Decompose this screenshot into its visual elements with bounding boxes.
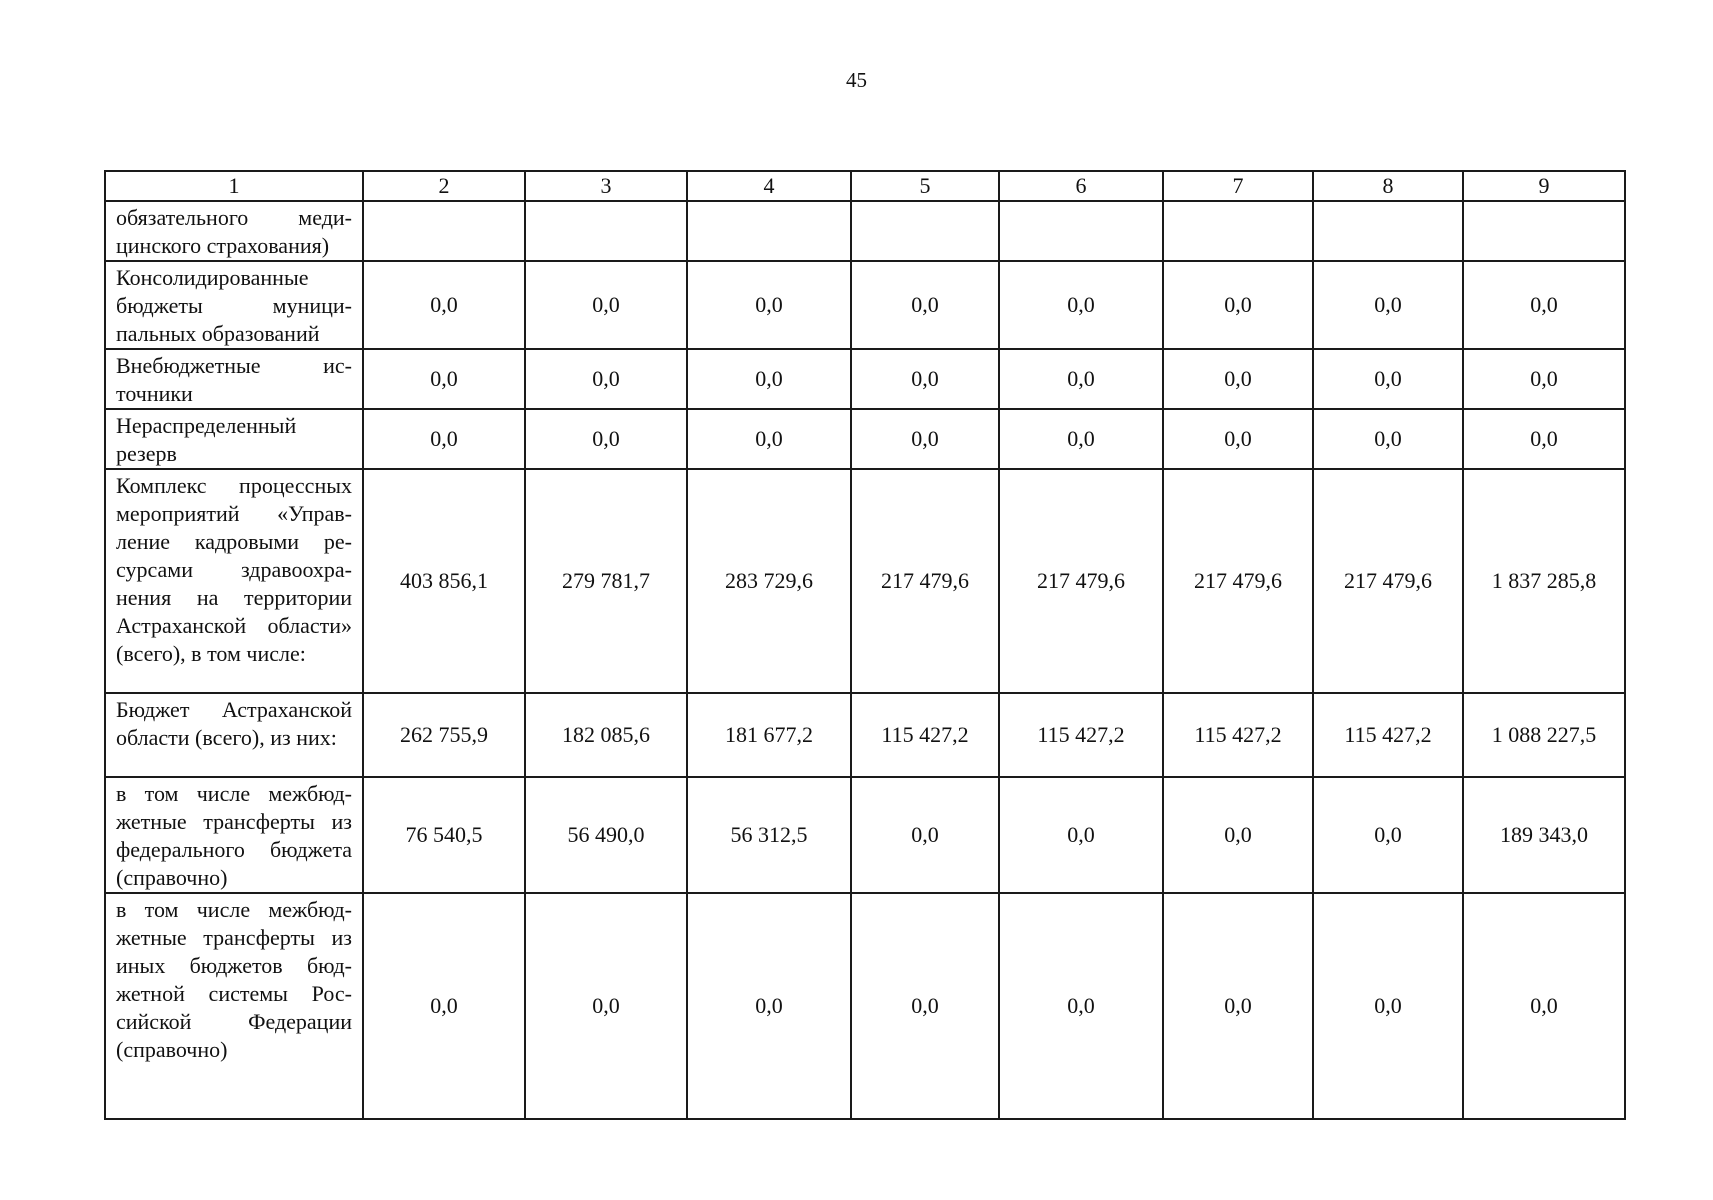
value-cell: 0,0 (363, 409, 525, 469)
column-number: 8 (1313, 171, 1463, 201)
value-cell: 0,0 (1313, 409, 1463, 469)
value-cell: 0,0 (999, 349, 1163, 409)
value-cell: 56 312,5 (687, 777, 851, 893)
column-number: 5 (851, 171, 999, 201)
column-number: 2 (363, 171, 525, 201)
value-cell: 189 343,0 (1463, 777, 1625, 893)
value-cell: 217 479,6 (999, 469, 1163, 693)
column-number: 6 (999, 171, 1163, 201)
value-cell: 0,0 (1463, 893, 1625, 1119)
value-cell: 0,0 (1163, 261, 1313, 349)
value-cell (363, 201, 525, 261)
value-cell: 0,0 (999, 893, 1163, 1119)
value-cell: 0,0 (851, 261, 999, 349)
value-cell: 0,0 (1463, 261, 1625, 349)
value-cell: 0,0 (851, 893, 999, 1119)
value-cell: 0,0 (1313, 893, 1463, 1119)
row-label: Внебюджетные источники (105, 349, 363, 409)
column-number: 4 (687, 171, 851, 201)
value-cell (1313, 201, 1463, 261)
value-cell: 0,0 (1313, 261, 1463, 349)
row-label: Комплекс процессных мероприятий «Управление кадровыми ресурсами здравоохранения на территории Астраханской области» (всего), в том числе: (105, 469, 363, 693)
value-cell: 0,0 (851, 409, 999, 469)
value-cell (525, 201, 687, 261)
value-cell: 0,0 (525, 893, 687, 1119)
value-cell (999, 201, 1163, 261)
value-cell: 0,0 (687, 409, 851, 469)
value-cell (1463, 201, 1625, 261)
value-cell: 0,0 (999, 261, 1163, 349)
row-label: Бюджет Астраханской области (всего), из них: (105, 693, 363, 777)
value-cell: 115 427,2 (851, 693, 999, 777)
value-cell: 1 837 285,8 (1463, 469, 1625, 693)
value-cell: 56 490,0 (525, 777, 687, 893)
value-cell: 217 479,6 (851, 469, 999, 693)
value-cell: 1 088 227,5 (1463, 693, 1625, 777)
value-cell (851, 201, 999, 261)
table-row (105, 693, 1625, 777)
value-cell: 181 677,2 (687, 693, 851, 777)
value-cell: 0,0 (1163, 777, 1313, 893)
row-label: Консолидированные бюджеты муниципальных образований (105, 261, 363, 349)
value-cell: 0,0 (1313, 777, 1463, 893)
value-cell: 0,0 (363, 261, 525, 349)
value-cell: 217 479,6 (1313, 469, 1463, 693)
value-cell: 0,0 (687, 893, 851, 1119)
value-cell: 0,0 (525, 409, 687, 469)
value-cell: 182 085,6 (525, 693, 687, 777)
value-cell: 76 540,5 (363, 777, 525, 893)
value-cell: 0,0 (999, 409, 1163, 469)
row-label: Нераспределенный резерв (105, 409, 363, 469)
value-cell: 283 729,6 (687, 469, 851, 693)
column-number: 1 (105, 171, 363, 201)
row-label: в том числе межбюджетные трансферты из иных бюджетов бюджетной системы Российской Федерации (справочно) (105, 893, 363, 1119)
page-number: 45 (846, 68, 867, 92)
table-row (105, 261, 1625, 349)
table-row (105, 409, 1625, 469)
value-cell: 0,0 (1163, 409, 1313, 469)
value-cell: 0,0 (687, 349, 851, 409)
table-row (105, 201, 1625, 261)
column-number: 3 (525, 171, 687, 201)
value-cell: 0,0 (1463, 409, 1625, 469)
value-cell: 0,0 (525, 349, 687, 409)
value-cell: 0,0 (851, 777, 999, 893)
table-row (105, 349, 1625, 409)
table-row (105, 893, 1625, 1119)
value-cell: 115 427,2 (1313, 693, 1463, 777)
value-cell: 0,0 (687, 261, 851, 349)
value-cell: 217 479,6 (1163, 469, 1313, 693)
value-cell: 115 427,2 (1163, 693, 1313, 777)
value-cell: 0,0 (1163, 893, 1313, 1119)
value-cell: 0,0 (363, 893, 525, 1119)
row-label: обязательного медицинского страхования) (105, 201, 363, 261)
budget-table (104, 170, 1626, 1120)
column-number-row (105, 171, 1625, 201)
value-cell (1163, 201, 1313, 261)
value-cell: 115 427,2 (999, 693, 1163, 777)
row-label: в том числе межбюджетные трансферты из федерального бюджета (справочно) (105, 777, 363, 893)
value-cell: 403 856,1 (363, 469, 525, 693)
value-cell: 0,0 (1463, 349, 1625, 409)
value-cell: 0,0 (1313, 349, 1463, 409)
value-cell: 0,0 (525, 261, 687, 349)
value-cell: 0,0 (851, 349, 999, 409)
value-cell: 0,0 (1163, 349, 1313, 409)
value-cell (687, 201, 851, 261)
value-cell: 0,0 (999, 777, 1163, 893)
table-row (105, 469, 1625, 693)
value-cell: 0,0 (363, 349, 525, 409)
column-number: 7 (1163, 171, 1313, 201)
value-cell: 262 755,9 (363, 693, 525, 777)
value-cell: 279 781,7 (525, 469, 687, 693)
column-number: 9 (1463, 171, 1625, 201)
table-row (105, 777, 1625, 893)
